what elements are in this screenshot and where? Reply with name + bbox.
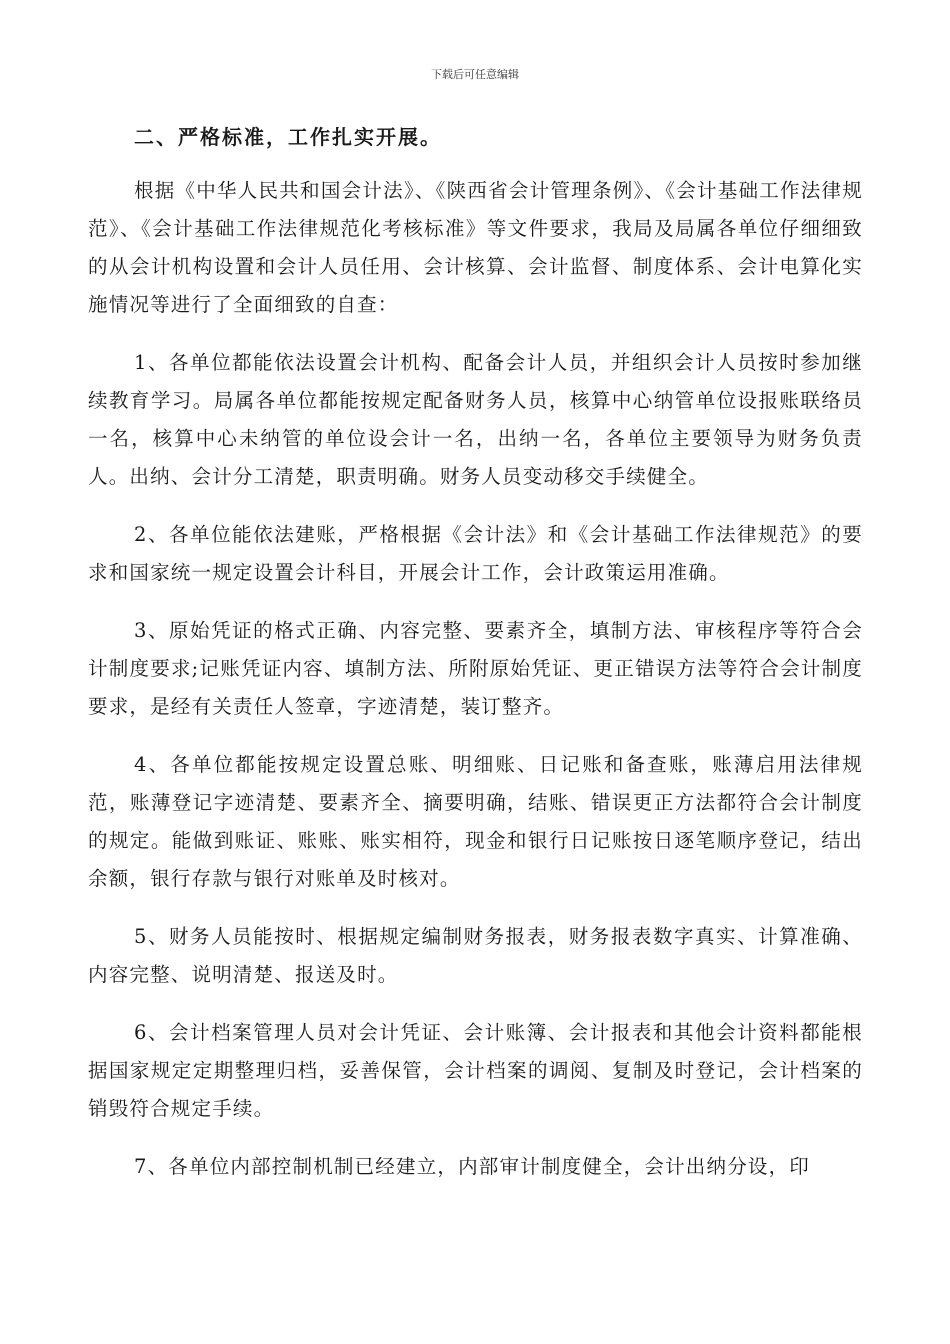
section-heading: 二、严格标准，工作扎实开展。 [134, 125, 442, 149]
document-body [88, 118, 863, 1206]
paragraph-item-5: 5、财务人员能按时、根据规定编制财务报表，财务报表数字真实、计算准确、内容完整、说明清楚、报送及时。 [88, 925, 863, 986]
paragraph-intro: 根据《中华人民共和国会计法》、《陕西省会计管理条例》、《会计基础工作法律规范》、《会计基础工作法律规范化考核标准》等文件要求，我局及局属各单位仔细细致的从会计机构设置和会计人员任用、会计核算、会计监督、制度体系、会计电算化实施情况等进行了全面细致的自查： [88, 179, 863, 316]
paragraph-item-4: 4、各单位都能按规定设置总账、明细账、日记账和备查账，账薄启用法律规范，账薄登记字迹清楚、要素齐全、摘要明确，结账、错误更正方法都符合会计制度的规定。能做到账证、账账、账实相符，现金和银行日记账按日逐笔顺序登记，结出余额，银行存款与银行对账单及时核对。 [88, 753, 863, 890]
paragraph-item-6: 6、会计档案管理人员对会计凭证、会计账簿、会计报表和其他会计资料都能根据国家规定定期整理归档，妥善保管，会计档案的调阅、复制及时登记，会计档案的销毁符合规定手续。 [88, 1021, 863, 1120]
header-note: 下载后可任意编辑 [431, 68, 519, 81]
paragraph-item-2: 2、各单位能依法建账，严格根据《会计法》和《会计基础工作法律规范》的要求和国家统一规定设置会计科目，开展会计工作，会计政策运用准确。 [88, 523, 863, 584]
paragraph-item-1: 1、各单位都能依法设置会计机构、配备会计人员，并组织会计人员按时参加继续教育学习。局属各单位都能按规定配备财务人员，核算中心纳管单位设报账联络员一名，核算中心未纳管的单位设会计一名，出纳一名，各单位主要领导为财务负责人。出纳、会计分工清楚，职责明确。财务人员变动移交手续健全。 [88, 351, 863, 488]
paragraph-item-7: 7、各单位内部控制机制已经建立，内部审计制度健全，会计出纳分设，印 [134, 1155, 811, 1178]
paragraph-item-3: 3、原始凭证的格式正确、内容完整、要素齐全，填制方法、审核程序等符合会计制度要求;记账凭证内容、填制方法、所附原始凭证、更正错误方法等符合会计制度要求，是经有关责任人签章，字迹清楚，装订整齐。 [88, 619, 863, 718]
